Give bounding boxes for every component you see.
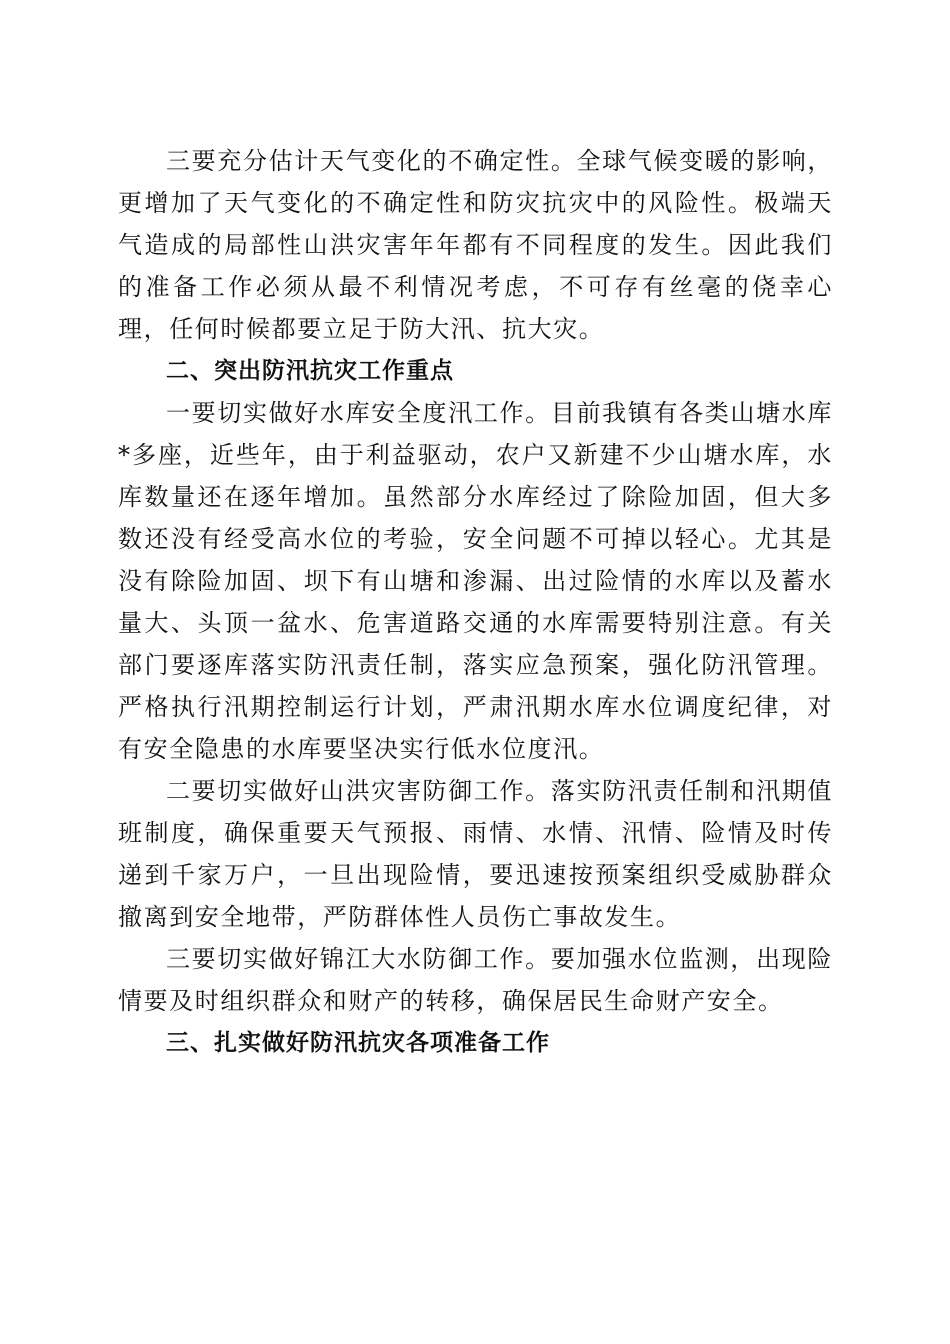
paragraph-flash-flood: 二要切实做好山洪灾害防御工作。落实防汛责任制和汛期值班制度，确保重要天气预报、雨情、水情、汛情、险情及时传递到千家万户，一旦出现险情，要迅速按预案组织受威胁群众撤离到安全地带，严防群体性人员伤亡事故发生。 [118, 777, 833, 931]
document-body [118, 140, 833, 1064]
section-heading-3: 三、扎实做好防汛抗灾各项准备工作 [166, 1030, 550, 1056]
section-heading-2: 二、突出防汛抗灾工作重点 [166, 358, 454, 384]
paragraph-reservoir-safety: 一要切实做好水库安全度汛工作。目前我镇有各类山塘水库*多座，近些年，由于利益驱动，农户又新建不少山塘水库，水库数量还在逐年增加。虽然部分水库经过了除险加固，但大多数还没有经受高水位的考验，安全问题不可掉以轻心。尤其是没有除险加固、坝下有山塘和渗漏、出过险情的水库以及蓄水量大、头顶一盆水、危害道路交通的水库需要特别注意。有关部门要逐库落实防汛责任制，落实应急预案，强化防汛管理。严格执行汛期控制运行计划，严肃汛期水库水位调度纪律，对有安全隐患的水库要坚决实行低水位度汛。 [118, 399, 833, 763]
paragraph-jinjiang-flood: 三要切实做好锦江大水防御工作。要加强水位监测，出现险情要及时组织群众和财产的转移，确保居民生命财产安全。 [118, 945, 833, 1015]
paragraph-weather-uncertainty: 三要充分估计天气变化的不确定性。全球气候变暖的影响，更增加了天气变化的不确定性和防灾抗灾中的风险性。极端天气造成的局部性山洪灾害年年都有不同程度的发生。因此我们的准备工作必须从最不利情况考虑，不可存有丝毫的侥幸心理，任何时候都要立足于防大汛、抗大灾。 [118, 147, 833, 343]
